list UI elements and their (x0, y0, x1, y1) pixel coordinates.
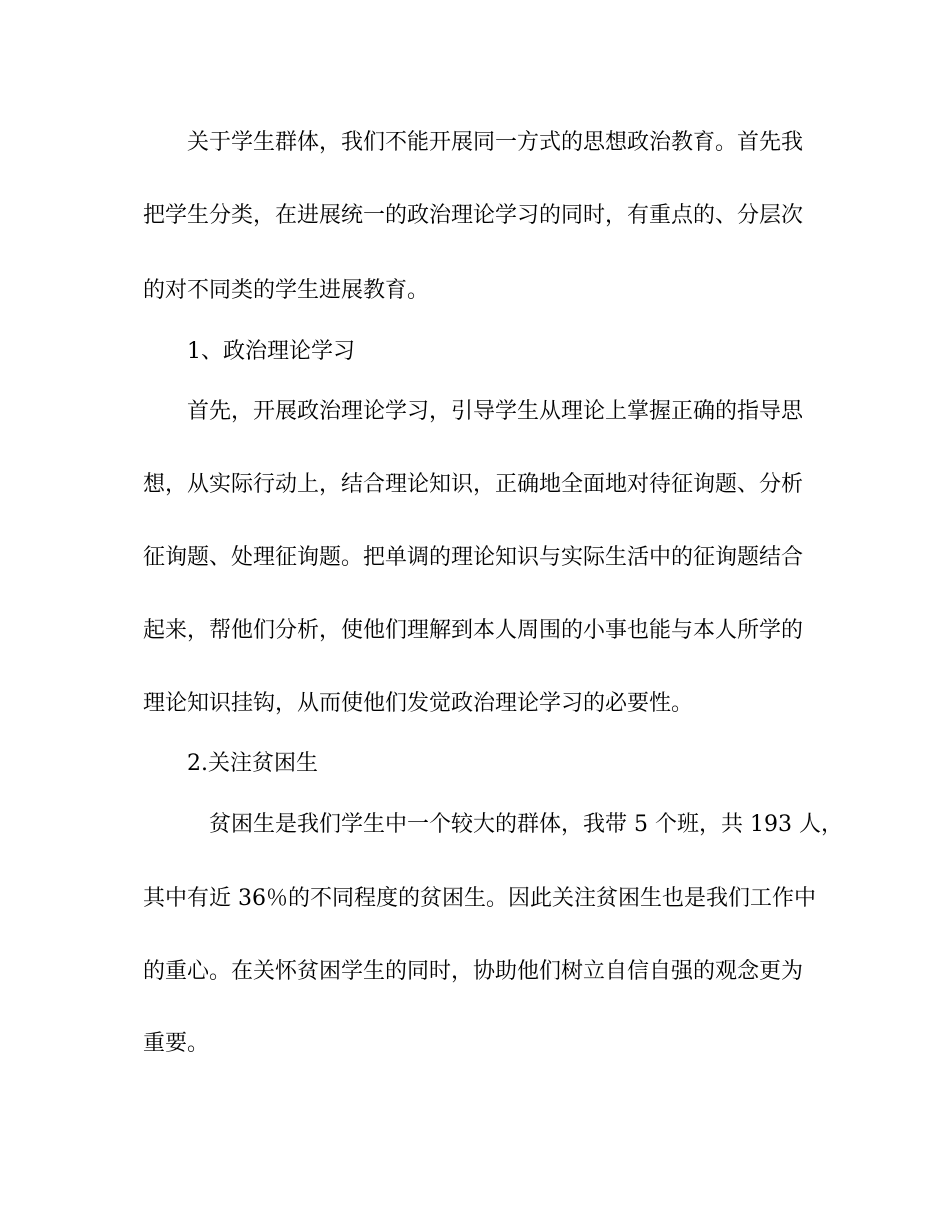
paragraph-1-line-3: 的对不同类的学生进展教育。 (143, 278, 430, 303)
paragraph-2-line-2: 想，从实际行动上，结合理论知识，正确地全面地对待征询题、分析 (143, 472, 804, 497)
paragraph-2-line-1: 首先，开展政治理论学习，引导学生从理论上掌握正确的指导思 (187, 399, 804, 424)
paragraph-2-line-4: 起来，帮他们分析，使他们理解到本人周围的小事也能与本人所学的 (143, 618, 804, 643)
paragraph-1-line-1: 关于学生群体，我们不能开展同一方式的思想政治教育。首先我 (187, 130, 804, 155)
section-heading-1: 1、政治理论学习 (187, 339, 355, 364)
paragraph-3-line-4: 重要。 (143, 1031, 210, 1056)
section-heading-2: 2.关注贫困生 (187, 751, 318, 776)
paragraph-3-line-2: 其中有近 36％的不同程度的贫困生。因此关注贫困生也是我们工作中 (143, 886, 816, 911)
paragraph-2-line-5: 理论知识挂钩，从而使他们发觉政治理论学习的必要性。 (143, 691, 694, 716)
paragraph-3-line-1: 贫困生是我们学生中一个较大的群体，我带 5 个班，共 193 人， (209, 812, 843, 837)
paragraph-2-line-3: 征询题、处理征询题。把单调的理论知识与实际生活中的征询题结合 (143, 545, 804, 570)
paragraph-1-line-2: 把学生分类，在进展统一的政治理论学习的同时，有重点的、分层次 (143, 203, 804, 228)
paragraph-3-line-3: 的重心。在关怀贫困学生的同时，协助他们树立自信自强的观念更为 (143, 959, 804, 984)
